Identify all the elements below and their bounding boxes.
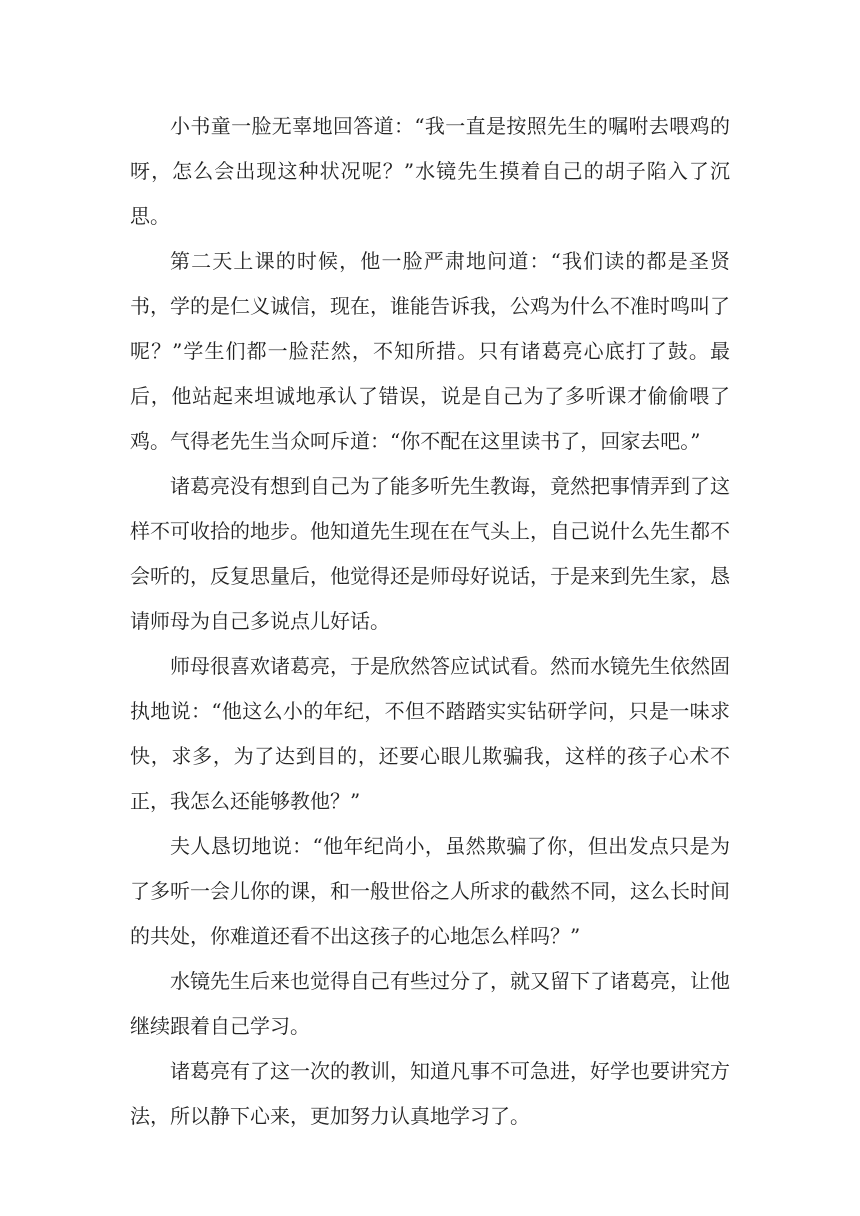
paragraph-4: 师母很喜欢诸葛亮，于是欣然答应试试看。然而水镜先生依然固执地说：“他这么小的年纪，不但不踏踏实实钻研学问，只是一味求快，求多，为了达到目的，还要心眼儿欺骗我，这样的孩子心术不正，我怎么还能够教他？” bbox=[130, 654, 730, 813]
paragraph-7: 诸葛亮有了这一次的教训，知道凡事不可急进，好学也要讲究方法，所以静下心来，更加努力认真地学习了。 bbox=[130, 1059, 730, 1128]
paragraph-2: 第二天上课的时候，他一脸严肃地问道：“我们读的都是圣贤书，学的是仁义诚信，现在，谁能告诉我，公鸡为什么不准时鸣叫了呢？”学生们都一脸茫然，不知所措。只有诸葛亮心底打了鼓。最后，他站起来坦诚地承认了错误，说是自己为了多听课才偷偷喂了鸡。气得老先生当众呵斥道：“你不配在这里读书了，回家去吧。” bbox=[130, 249, 730, 453]
paragraph-1: 小书童一脸无辜地回答道：“我一直是按照先生的嘱咐去喂鸡的呀，怎么会出现这种状况呢？”水镜先生摸着自己的胡子陷入了沉思。 bbox=[130, 114, 730, 228]
paragraph-3: 诸葛亮没有想到自己为了能多听先生教诲，竟然把事情弄到了这样不可收拾的地步。他知道先生现在在气头上，自己说什么先生都不会听的，反复思量后，他觉得还是师母好说话，于是来到先生家，恳请师母为自己多说点儿好话。 bbox=[130, 474, 730, 633]
document-body bbox=[130, 104, 730, 1139]
paragraph-6: 水镜先生后来也觉得自己有些过分了，就又留下了诸葛亮，让他继续跟着自己学习。 bbox=[130, 969, 730, 1038]
paragraph-5: 夫人恳切地说：“他年纪尚小，虽然欺骗了你，但出发点只是为了多听一会儿你的课，和一般世俗之人所求的截然不同，这么长时间的共处，你难道还看不出这孩子的心地怎么样吗？” bbox=[130, 834, 730, 948]
